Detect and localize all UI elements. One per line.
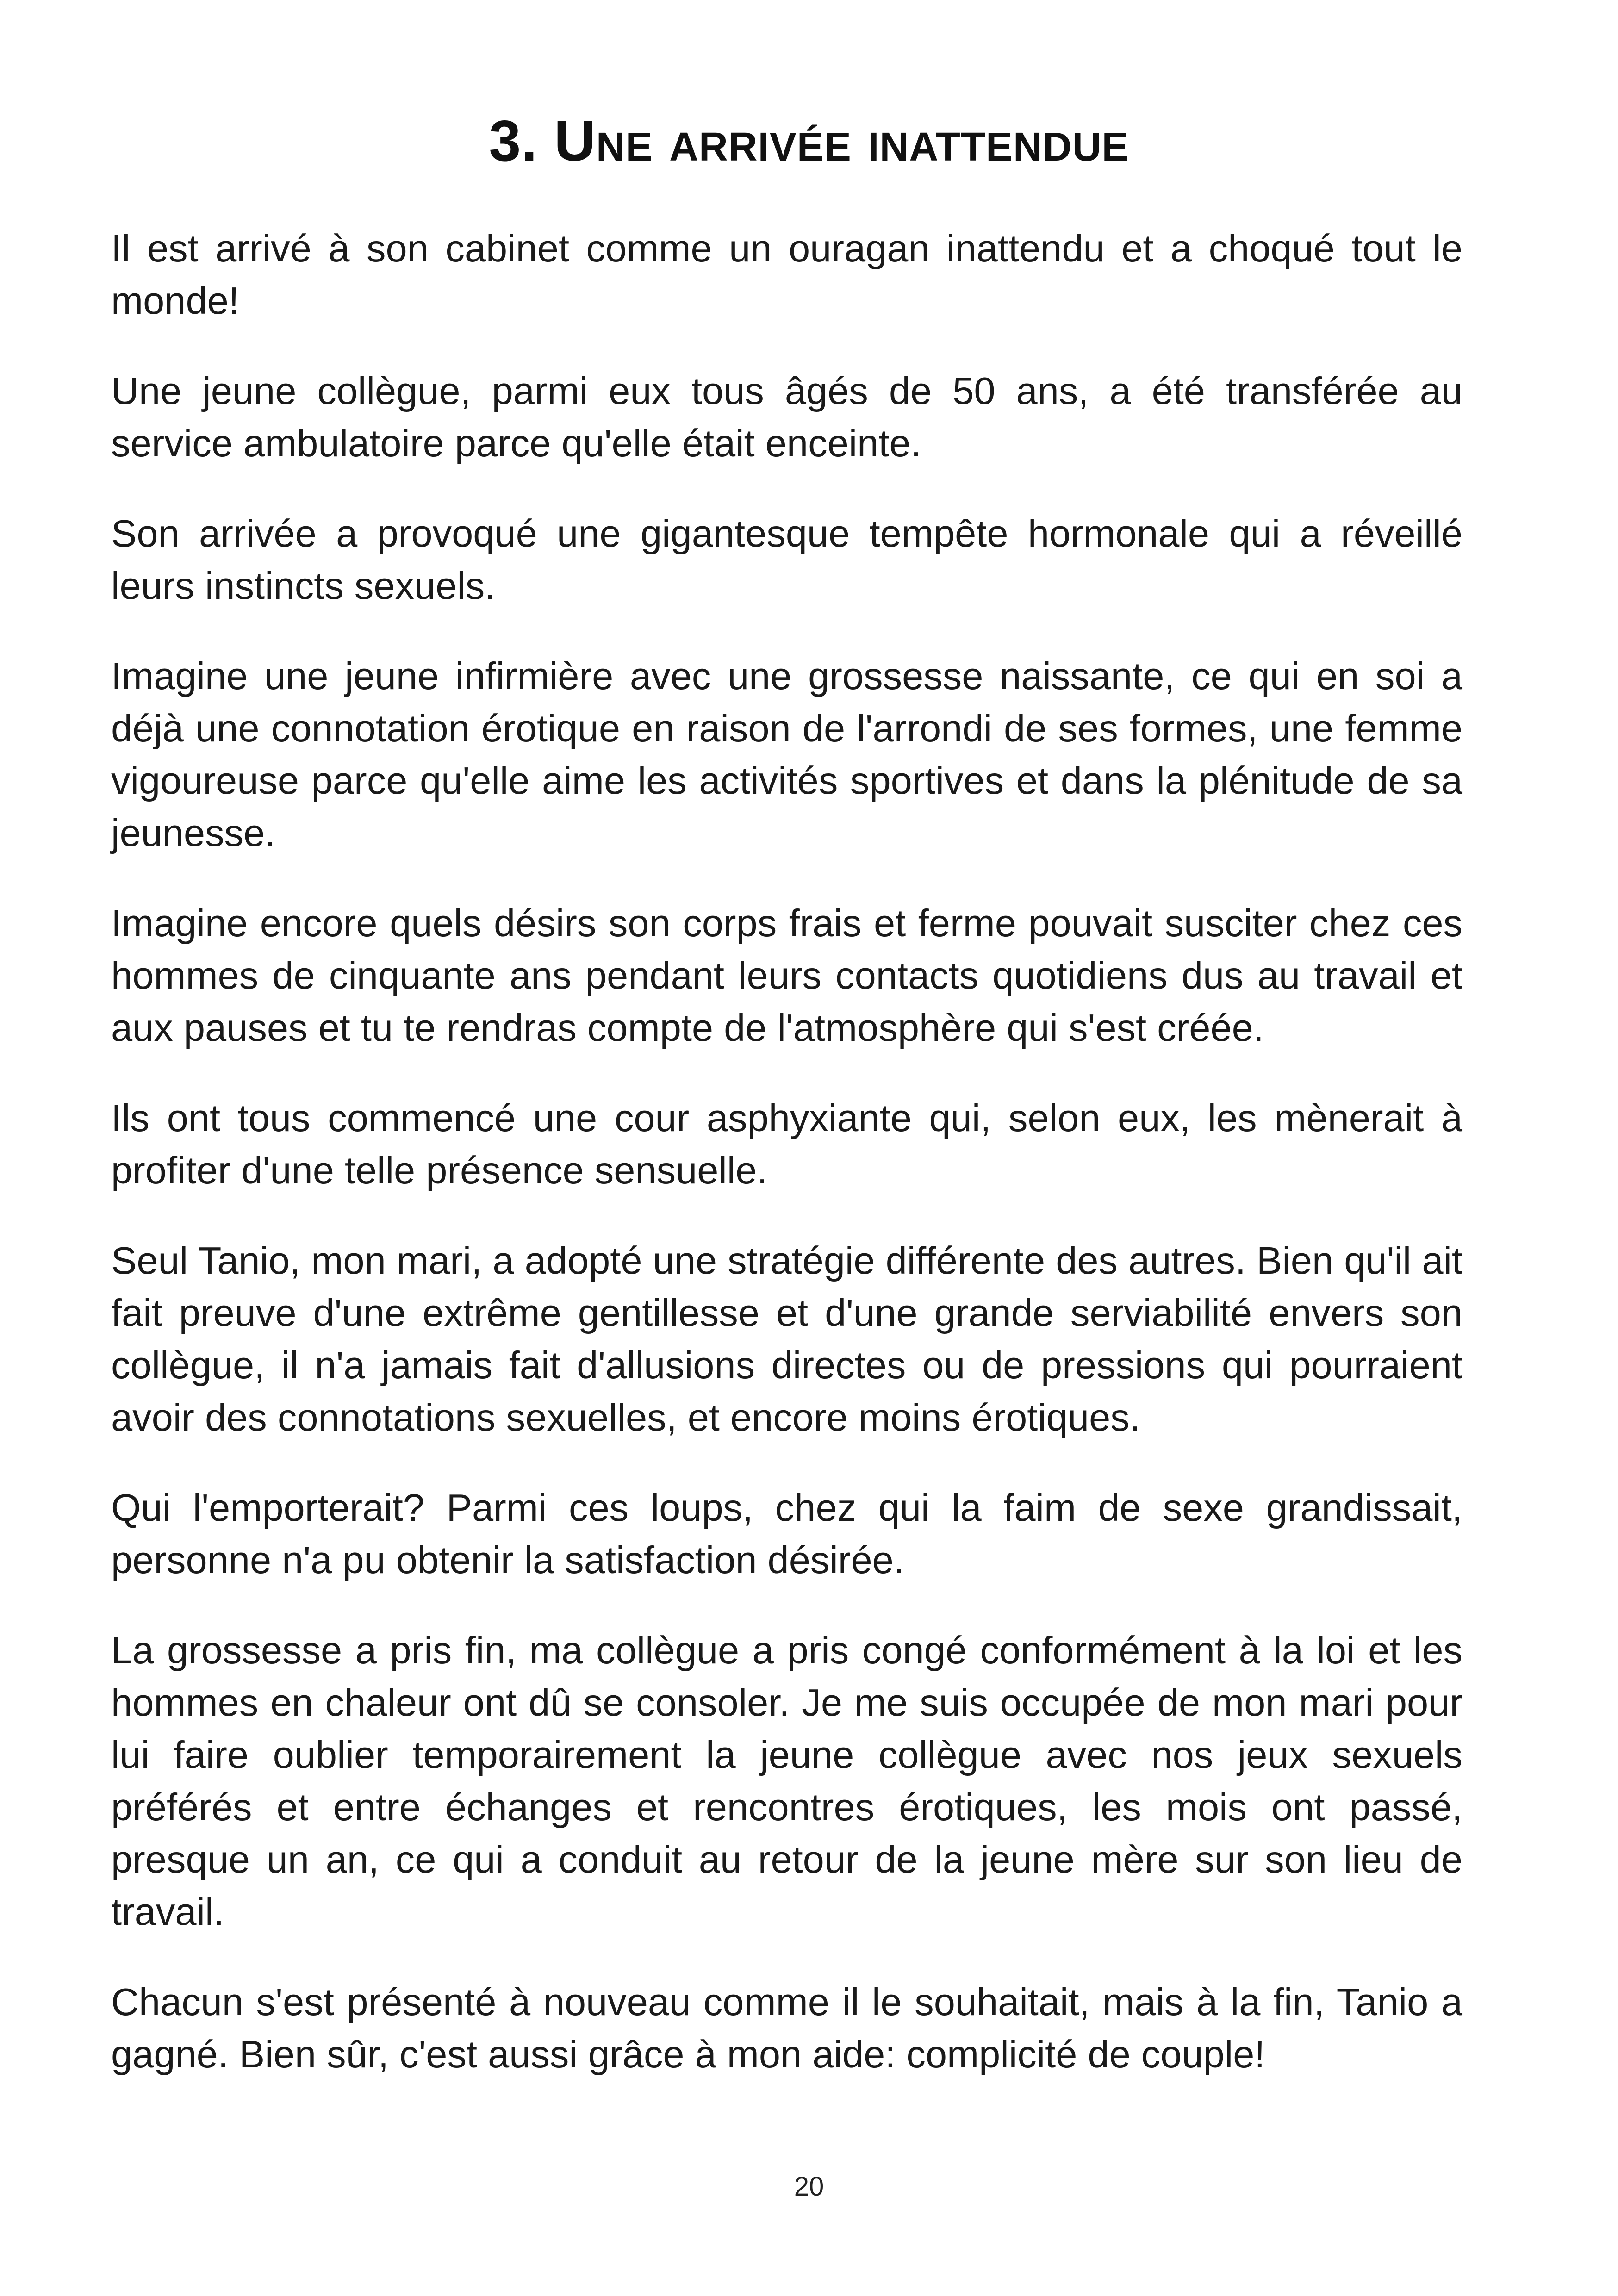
paragraph: Seul Tanio, mon mari, a adopté une stratégie différente des autres. Bien qu'il ait fait preuve d'une extrême gentillesse et d'une grande serviabilité envers son collègue, il n'a jamais fait d'allusions directes ou de pressions qui pourraient avoir des connotations sexuelles, et encore moins érotiques. — [111, 1239, 1462, 1439]
paragraph: Son arrivée a provoqué une gigantesque tempête hormonale qui a réveillé leurs instincts sexuels. — [111, 512, 1462, 607]
paragraph: Chacun s'est présenté à nouveau comme il le souhaitait, mais à la fin, Tanio a gagné. Bien sûr, c'est aussi grâce à mon aide: complicité de couple! — [111, 1980, 1462, 2076]
paragraph: Qui l'emporterait? Parmi ces loups, chez qui la faim de sexe grandissait, personne n'a pu obtenir la satisfaction désirée. — [111, 1486, 1462, 1581]
paragraph: Imagine une jeune infirmière avec une grossesse naissante, ce qui en soi a déjà une connotation érotique en raison de l'arrondi de ses formes, une femme vigoureuse parce qu'elle aime les activités sportives et dans la plénitude de sa jeunesse. — [111, 654, 1462, 854]
page-number: 20 — [794, 2172, 824, 2202]
body-text — [111, 222, 1462, 2118]
chapter-title — [0, 106, 1618, 176]
paragraph: Ils ont tous commencé une cour asphyxiante qui, selon eux, les mènerait à profiter d'une telle présence sensuelle. — [111, 1096, 1462, 1192]
paragraph: Il est arrivé à son cabinet comme un ouragan inattendu et a choqué tout le monde! — [111, 227, 1462, 322]
chapter-number: 3. — [489, 109, 538, 173]
paragraph: Imagine encore quels désirs son corps frais et ferme pouvait susciter chez ces hommes de cinquante ans pendant leurs contacts quotidiens dus au travail et aux pauses et tu te rendras compte de l'atmosphère qui s'est créée. — [111, 902, 1462, 1049]
paragraph: La grossesse a pris fin, ma collègue a pris congé conformément à la loi et les hommes en chaleur ont dû se consoler. Je me suis occupée de mon mari pour lui faire oublier temporairement la jeune collègue avec nos jeux sexuels préférés et entre échanges et rencontres érotiques, les mois ont passé, presque un an, ce qui a conduit au retour de la jeune mère sur son lieu de travail. — [111, 1629, 1462, 1933]
paragraph: Une jeune collègue, parmi eux tous âgés de 50 ans, a été transférée au service ambulatoire parce qu'elle était enceinte. — [111, 369, 1462, 465]
chapter-title-text: Une arrivée inattendue — [554, 109, 1129, 173]
